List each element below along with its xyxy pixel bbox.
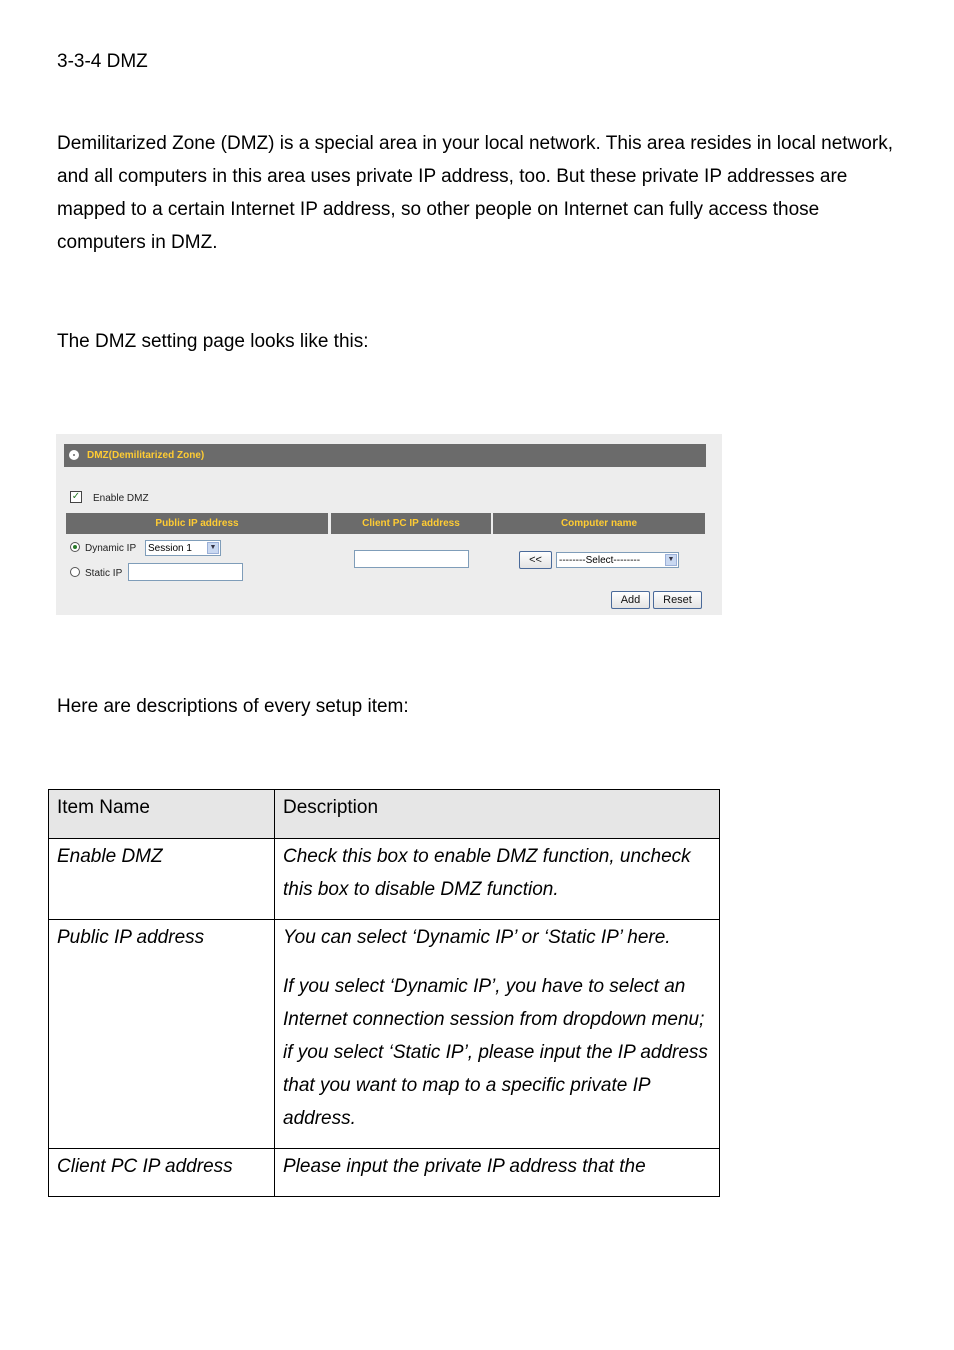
add-button[interactable]: Add xyxy=(611,591,650,609)
intro-paragraph: Demilitarized Zone (DMZ) is a special area in your local network. This area resides in local network, and all computers in this area uses private IP address, too. But these private IP addresses are mapped to a certain Internet IP address, so other people on Internet can fully access those computers in DMZ. xyxy=(57,133,893,253)
table-row xyxy=(49,1149,720,1197)
dynamic-ip-label: Dynamic IP xyxy=(85,543,137,554)
chevron-down-icon: ▼ xyxy=(207,542,219,554)
static-ip-radio[interactable] xyxy=(70,567,80,577)
item-name: Enable DMZ xyxy=(49,839,275,920)
table-row xyxy=(49,920,720,1149)
section-heading: 3-3-4 DMZ xyxy=(57,51,148,72)
session-select[interactable] xyxy=(145,540,221,556)
computer-name-select[interactable] xyxy=(556,552,679,568)
col-public-ip: Public IP address xyxy=(66,513,328,534)
dmz-title: DMZ(Demilitarized Zone) xyxy=(87,450,205,461)
enable-dmz-checkbox[interactable]: ✓ xyxy=(71,491,81,502)
chevron-down-icon: ▼ xyxy=(665,554,677,566)
item-name: Client PC IP address xyxy=(49,1149,275,1197)
description-paragraph: Check this box to enable DMZ function, uncheck this box to disable DMZ function. xyxy=(283,846,691,900)
enable-dmz-label: Enable DMZ xyxy=(93,493,149,504)
header-description: Description xyxy=(275,790,720,839)
item-description xyxy=(275,839,720,920)
description-paragraph: You can select ‘Dynamic IP’ or ‘Static IP’ here. xyxy=(283,927,671,948)
static-ip-input[interactable] xyxy=(128,563,243,581)
setting-page-caption: The DMZ setting page looks like this: xyxy=(57,331,369,352)
client-pc-ip-input[interactable] xyxy=(354,550,469,568)
static-ip-label: Static IP xyxy=(85,568,123,579)
header-item-name: Item Name xyxy=(49,790,275,839)
col-computer-name: Computer name xyxy=(493,513,705,534)
session-select-value: Session 1 xyxy=(148,543,192,554)
dmz-settings-screenshot xyxy=(56,434,722,615)
dmz-title-bar xyxy=(64,444,706,467)
table-row xyxy=(49,839,720,920)
item-name: Public IP address xyxy=(49,920,275,1149)
item-description xyxy=(275,920,720,1149)
item-description xyxy=(275,1149,720,1197)
computer-name-select-value: --------Select-------- xyxy=(559,555,641,566)
description-paragraph: If you select ‘Dynamic IP’, you have to select an Internet connection session from dropdown menu; if you select ‘Static IP’, please input the IP address that you want to map to a specific private IP address. xyxy=(283,976,708,1129)
col-client-ip: Client PC IP address xyxy=(331,513,491,534)
table-header-row xyxy=(49,790,720,839)
copy-computer-button[interactable]: << xyxy=(519,551,552,569)
bullet-icon xyxy=(69,450,79,460)
reset-button[interactable]: Reset xyxy=(653,591,702,609)
setup-items-table xyxy=(48,789,720,1197)
descriptions-caption: Here are descriptions of every setup item: xyxy=(57,696,409,717)
dynamic-ip-radio[interactable] xyxy=(70,542,80,552)
description-paragraph: Please input the private IP address that the xyxy=(283,1156,646,1177)
